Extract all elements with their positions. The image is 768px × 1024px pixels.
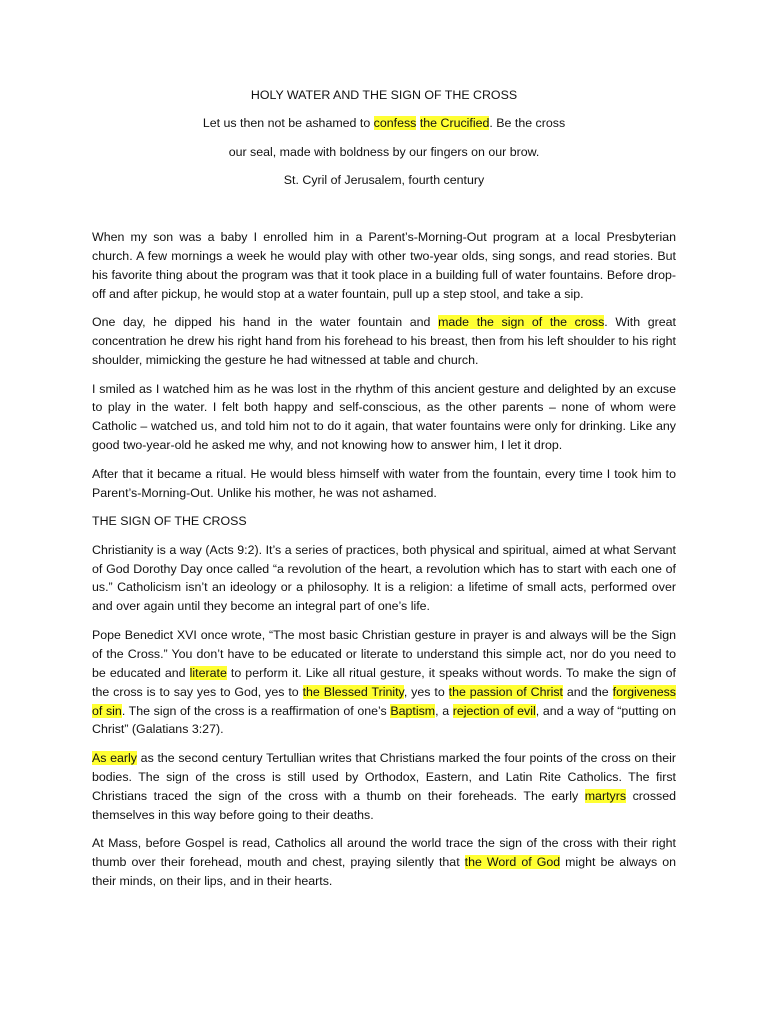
section-heading: THE SIGN OF THE CROSS [92, 514, 247, 529]
paragraph-4: After that it became a ritual. He would bless himself with water from the fountain, every time I took him to Parent’s-Morning-Out. Unlike his mother, he was not ashamed. [92, 466, 676, 500]
highlight-forgiveness-of-sin: forgiveness of sin [92, 684, 676, 718]
paragraph-text: , yes to [403, 684, 449, 699]
paragraph-text: might be always on their minds, on their lips, and in their hearts. [92, 855, 676, 888]
paragraph-7 [92, 749, 676, 825]
highlight-blessed-trinity: the Blessed Trinity [302, 684, 404, 699]
paragraph-5: Christianity is a way (Acts 9:2). It’s a series of practices, both physical and spiritual, aimed at what Servant of God Dorothy Day once called “a revolution of the heart, a revolution which has to start with each one of us.” Catholicism isn’t an ideology or a philosophy. It is a religion: a lifetime of small acts, performed over and over again until they become an integral part of one’s life. [92, 542, 676, 614]
paragraph-3: I smiled as I watched him as he was lost in the rhythm of this ancient gesture and delighted by an excuse to play in the water. I felt both happy and self-conscious, as the other parents – none of whom were Catholic – watched us, and told him not to do it again, that water fountains were only for drinking. Like any good two-year-old he asked me why, and not knowing how to answer him, I let it drop. [92, 381, 676, 453]
highlight-passion-of-christ: the passion of Christ [448, 684, 563, 699]
paragraph-text: to perform it. Like all ritual gesture, it speaks without words. To make the sign of the cross is to say yes to God, yes to [92, 665, 676, 699]
highlight-literate: literate [189, 665, 227, 680]
paragraph-text: , a [435, 703, 453, 718]
document-title [92, 87, 676, 103]
paragraph-text: . With great concentration he drew his right hand from his forehead to his breast, then from his left shoulder to his right shoulder, mimicking the gesture he had witnessed at table and church. [92, 315, 677, 368]
highlight-baptism: Baptism [390, 703, 436, 718]
highlight-confess: confess [373, 116, 417, 130]
highlight-sign-of-cross: made the sign of the cross [438, 315, 605, 330]
epigraph-line-2 [92, 144, 676, 160]
highlight-word-of-god: the Word of God [464, 855, 561, 870]
paragraph-6 [92, 626, 676, 739]
paragraph-text: One day, he dipped his hand in the water fountain and [92, 315, 439, 330]
paragraph-text: as the second century Tertullian writes that Christians marked the four points of the cross on their bodies. The sign of the cross is still used by Orthodox, Eastern, and Latin Rite Catholics. The first Christians traced the sign of the cross with a thumb on their foreheads. The early [92, 750, 676, 803]
epigraph-text-end: . Be the cross [489, 116, 566, 130]
document-body [92, 228, 676, 900]
paragraph-text: At Mass, before Gospel is read, Catholics all around the world trace the sign of the cross with their right thumb over their forehead, mouth and chest, praying silently that [92, 836, 676, 870]
attribution-text: St. Cyril of Jerusalem, fourth century [283, 173, 485, 187]
title-text: HOLY WATER AND THE SIGN OF THE CROSS [250, 88, 518, 102]
highlight-martyrs: martyrs [584, 788, 627, 803]
paragraph-text: Pope Benedict XVI once wrote, “The most basic Christian gesture in prayer is and always will be the Sign of the Cross.” You don’t have to be educated or literate to understand this simple act, nor do you need to be educated and [92, 627, 676, 680]
epigraph-text-2: our seal, made with boldness by our fingers on our brow. [228, 145, 540, 159]
epigraph-text: Let us then not be ashamed to [202, 116, 374, 130]
paragraph-text: . The sign of the cross is a reaffirmation of one’s [121, 703, 391, 718]
paragraph-text: crossed themselves in this way before going to their deaths. [92, 788, 676, 822]
highlight-as-early: As early [92, 750, 137, 765]
paragraph-text: , and a way of “putting on Christ” (Galatians 3:27). [92, 703, 676, 737]
paragraph-8 [92, 834, 676, 891]
epigraph-attribution [92, 172, 676, 188]
highlight-rejection-of-evil: rejection of evil [452, 703, 536, 718]
highlight-the-crucified: the Crucified [419, 116, 490, 130]
paragraph-2 [92, 313, 676, 370]
paragraph-1: When my son was a baby I enrolled him in a Parent’s-Morning-Out program at a local Presbyterian church. A few mornings a week he would play with other two-year olds, sing songs, and read stories. But his favorite thing about the program was that it took place in a building full of water fountains. Before drop-off and after pickup, he would stop at a water fountain, pull up a step stool, and take a sip. [92, 230, 676, 301]
epigraph-line-1 [92, 115, 676, 131]
paragraph-text: and the [562, 684, 613, 699]
